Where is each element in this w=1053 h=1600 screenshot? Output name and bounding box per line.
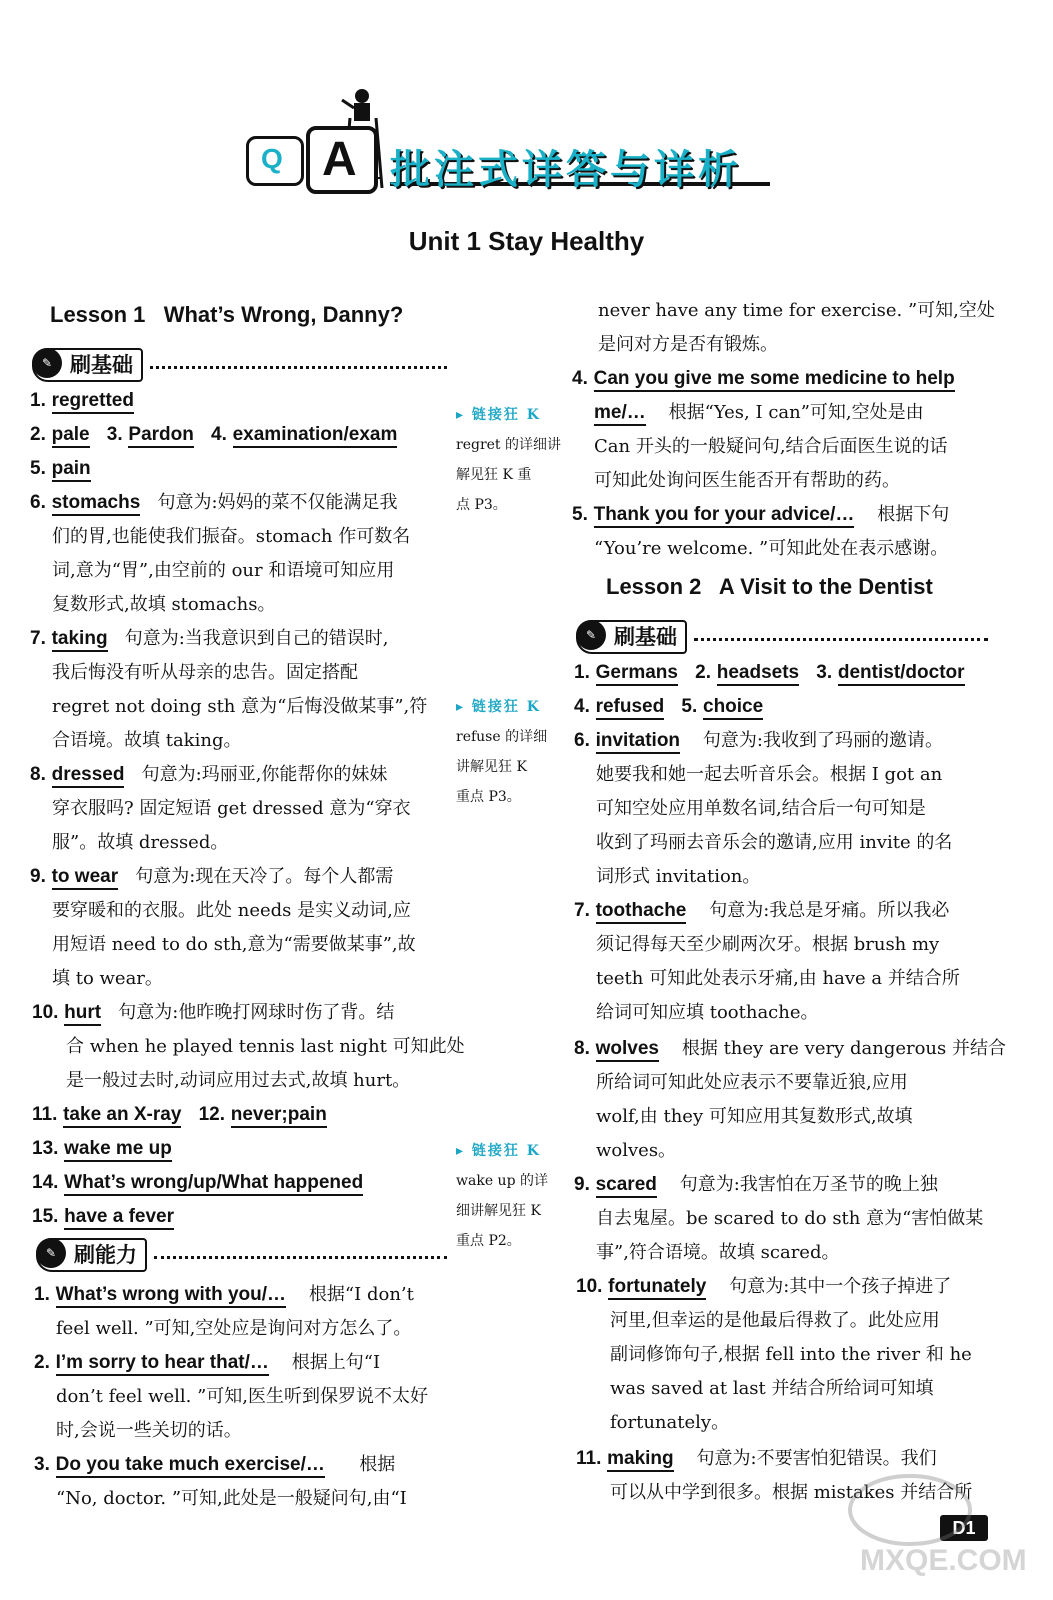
side-note-text: 点 P3。 — [456, 497, 507, 513]
answer-line: 14. What’s wrong/up/What happened — [32, 1166, 363, 1200]
answer-line: 9. scared 句意为:我害怕在万圣节的晚上独 — [574, 1168, 938, 1202]
pencil-icon: ✎ — [32, 348, 62, 378]
answer-line: 服”。故填 dressed。 — [52, 832, 229, 853]
answer-line: never have any time for exercise. ”可知,空处 — [598, 300, 995, 321]
link-note-label: ▸ 链接狂 K — [456, 699, 541, 715]
section-badge — [36, 1238, 147, 1272]
unit-title: Unit 1 Stay Healthy — [408, 226, 645, 256]
answer-line: 6. invitation 句意为:我收到了玛丽的邀请。 — [574, 724, 943, 758]
side-note-text: 重点 P2。 — [456, 1233, 521, 1249]
answer-line: 1. regretted — [30, 384, 134, 418]
answer-line: 合 when he played tennis last night 可知此处 — [66, 1036, 465, 1057]
answer-line: 1. What’s wrong with you/… 根据“I don’t — [34, 1278, 414, 1312]
answer-line: 自去鬼屋。be scared to do sth 意为“害怕做某 — [596, 1208, 984, 1229]
side-note-text: 解见狂 K 重 — [456, 467, 532, 483]
side-note-text: wake up 的详 — [456, 1173, 548, 1189]
answer-line: 合语境。故填 taking。 — [52, 730, 242, 751]
answer-line: 可知此处询问医生能否开有帮助的药。 — [594, 470, 900, 491]
answer-line: teeth 可知此处表示牙痛,由 have a 并结合所 — [596, 968, 960, 989]
side-note — [456, 400, 566, 520]
section-badge — [32, 348, 143, 382]
answer-line: 2. I’m sorry to hear that/… 根据上句“I — [34, 1346, 380, 1380]
side-note-text: 讲解见狂 K — [456, 759, 527, 775]
answer-line: Can 开头的一般疑问句,结合后面医生说的话 — [594, 436, 948, 457]
lesson-2-title: Lesson 2 A Visit to the Dentist — [606, 574, 933, 599]
answer-line: 事”,符合语境。故填 scared。 — [596, 1242, 840, 1263]
side-note-text: refuse 的详细 — [456, 729, 548, 745]
answer-line: 河里,但幸运的是他最后得救了。此处应用 — [610, 1310, 940, 1331]
answer-line: 填 to wear。 — [52, 968, 163, 989]
answer-line: 11. making 句意为:不要害怕犯错误。我们 — [576, 1442, 937, 1476]
answer-line: 7. taking 句意为:当我意识到自己的错误时, — [30, 622, 389, 656]
q-badge — [246, 136, 304, 186]
section-label: 刷能力 — [74, 1243, 137, 1267]
answer-line: 所给词可知此处应表示不要靠近狼,应用 — [596, 1072, 908, 1093]
answer-line: 要穿暖和的衣服。此处 needs 是实义动词,应 — [52, 900, 411, 921]
side-note — [456, 692, 566, 812]
answer-line: 词,意为“胃”,由空前的 our 和语境可知应用 — [52, 560, 395, 581]
answer-line: 1. Germans 2. headsets 3. dentist/doctor — [574, 656, 965, 690]
page-number: D1 — [940, 1515, 988, 1541]
answer-line: “No, doctor. ”可知,此处是一般疑问句,由“I — [56, 1488, 407, 1509]
answer-line: 她要我和她一起去听音乐会。根据 I got an — [596, 764, 943, 785]
answer-line: 可以从中学到很多。根据 mistakes 并结合所 — [610, 1482, 973, 1503]
answer-line: 我后悔没有听从母亲的忠告。固定搭配 — [52, 662, 358, 683]
answer-line: was saved at last 并结合所给词可知填 — [610, 1378, 934, 1399]
answer-line: 是一般过去时,动词应用过去式,故填 hurt。 — [66, 1070, 411, 1091]
section-basic-right — [576, 620, 988, 652]
answer-line: 10. fortunately 句意为:其中一个孩子掉进了 — [576, 1270, 951, 1304]
answer-line: 可知空处应用单数名词,结合后一句可知是 — [596, 798, 926, 819]
section-ability-left — [36, 1238, 447, 1270]
answer-line: 6. stomachs 句意为:妈妈的菜不仅能满足我 — [30, 486, 398, 520]
header-banner — [240, 88, 780, 198]
answer-line: 给词可知应填 toothache。 — [596, 1002, 819, 1023]
answer-line: 10. hurt 句意为:他昨晚打网球时伤了背。结 — [32, 996, 394, 1030]
answer-line: 7. toothache 句意为:我总是牙痛。所以我必 — [574, 894, 949, 928]
pencil-icon: ✎ — [36, 1238, 66, 1268]
svg-text:MXQE.COM: MXQE.COM — [860, 1544, 1027, 1577]
answer-line: 15. have a fever — [32, 1200, 174, 1234]
answer-line: 2. pale 3. Pardon 4. examination/exam — [30, 418, 397, 452]
answer-line: 5. pain — [30, 452, 91, 486]
banner-title — [390, 138, 770, 193]
pencil-icon: ✎ — [576, 620, 606, 650]
section-label: 刷基础 — [614, 625, 677, 649]
answer-line: 们的胃,也能使我们振奋。stomach 作可数名 — [52, 526, 411, 547]
a-letter: A — [322, 133, 357, 186]
link-note-label: ▸ 链接狂 K — [456, 407, 541, 423]
section-basic-left — [32, 348, 447, 380]
answer-line: 3. Do you take much exercise/… 根据 — [34, 1448, 395, 1482]
lesson-1-title: Lesson 1 What’s Wrong, Danny? — [50, 302, 404, 327]
answer-line: 5. Thank you for your advice/… 根据下句 — [572, 498, 949, 532]
a-badge — [306, 126, 378, 194]
link-note-label: ▸ 链接狂 K — [456, 1143, 541, 1159]
answer-line: 13. wake me up — [32, 1132, 172, 1166]
section-badge — [576, 620, 687, 654]
side-note-text: 细讲解见狂 K — [456, 1203, 541, 1219]
answer-line: wolves。 — [596, 1140, 677, 1161]
dotted-divider — [150, 366, 447, 369]
answer-line: wolf,由 they 可知应用其复数形式,故填 — [596, 1106, 913, 1127]
answer-line: me/… 根据“Yes, I can”可知,空处是由 — [594, 396, 924, 430]
side-note-text: regret 的详细讲 — [456, 437, 561, 453]
banner-title-text: 批注式详答与详析 — [390, 147, 742, 193]
answer-line: feel well. ”可知,空处应是询问对方怎么了。 — [56, 1318, 412, 1339]
answer-line: 须记得每天至少刷两次牙。根据 brush my — [596, 934, 940, 955]
answer-line: 是问对方是否有锻炼。 — [598, 334, 778, 355]
answer-line: 8. wolves 根据 they are very dangerous 并结合 — [574, 1032, 1006, 1066]
dotted-divider — [694, 638, 988, 641]
answer-line: 收到了玛丽去音乐会的邀请,应用 invite 的名 — [596, 832, 953, 853]
side-note-text: 重点 P3。 — [456, 789, 521, 805]
section-label: 刷基础 — [70, 353, 133, 377]
dotted-divider — [154, 1256, 447, 1259]
q-letter: Q — [261, 143, 283, 174]
answer-line: fortunately。 — [610, 1412, 730, 1433]
answer-line: 用短语 need to do sth,意为“需要做某事”,故 — [52, 934, 416, 955]
answer-line: 词形式 invitation。 — [596, 866, 761, 887]
answer-line: 11. take an X-ray 12. never;pain — [32, 1098, 327, 1132]
answer-line: 副词修饰句子,根据 fell into the river 和 he — [610, 1344, 972, 1365]
answer-line: don’t feel well. ”可知,医生听到保罗说不太好 — [56, 1386, 429, 1407]
answer-line: regret not doing sth 意为“后悔没做某事”,符 — [52, 696, 428, 717]
answer-line: 9. to wear 句意为:现在天冷了。每个人都需 — [30, 860, 393, 894]
answer-line: 4. refused 5. choice — [574, 690, 763, 724]
answer-line: “You’re welcome. ”可知此处在表示感谢。 — [594, 538, 949, 559]
answer-line: 时,会说一些关切的话。 — [56, 1420, 242, 1441]
answer-line: 8. dressed 句意为:玛丽亚,你能帮你的妹妹 — [30, 758, 387, 792]
watermark-logo — [840, 1470, 1040, 1590]
answer-line: 穿衣服吗? 固定短语 get dressed 意为“穿衣 — [52, 798, 411, 819]
answer-line: 4. Can you give me some medicine to help — [572, 362, 955, 396]
answer-line: 复数形式,故填 stomachs。 — [52, 594, 276, 615]
side-note — [456, 1136, 566, 1256]
